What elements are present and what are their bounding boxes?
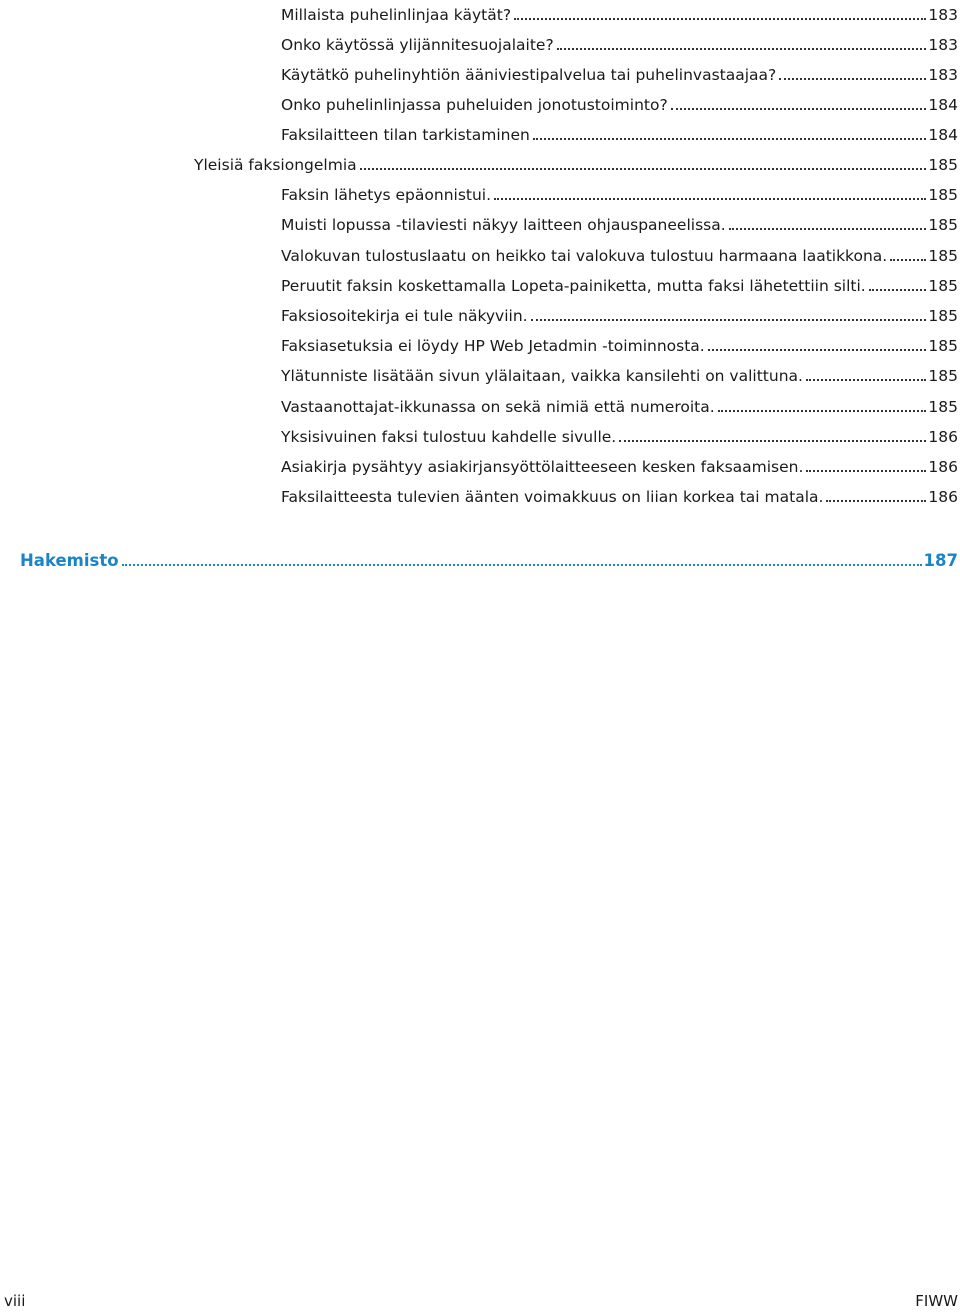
toc-index-entry[interactable] bbox=[20, 546, 958, 570]
toc-entry[interactable] bbox=[281, 180, 958, 204]
toc-entry[interactable] bbox=[281, 452, 958, 476]
toc-entry[interactable] bbox=[281, 331, 958, 355]
dot-leader bbox=[531, 319, 926, 321]
toc-entry-page: 183 bbox=[928, 36, 958, 54]
toc-entry[interactable] bbox=[281, 392, 958, 416]
toc-entry[interactable] bbox=[281, 30, 958, 54]
toc-entry-page: 185 bbox=[928, 216, 958, 234]
toc-entry-title: Faksiosoitekirja ei tule näkyviin. bbox=[281, 307, 528, 325]
toc-entry-page: 185 bbox=[928, 156, 958, 174]
toc-entry-page: 186 bbox=[928, 488, 958, 506]
dot-leader bbox=[533, 138, 926, 140]
dot-leader bbox=[494, 198, 926, 200]
toc-entry-page: 185 bbox=[928, 337, 958, 355]
toc-entry-title: Asiakirja pysähtyy asiakirjansyöttölaitteeseen kesken faksaamisen. bbox=[281, 458, 804, 476]
dot-leader bbox=[806, 470, 926, 472]
toc-entry-page: 184 bbox=[928, 126, 958, 144]
toc-entry-title: Valokuvan tulostuslaatu on heikko tai valokuva tulostuu harmaana laatikkona. bbox=[281, 247, 888, 265]
toc-index-title: Hakemisto bbox=[20, 551, 119, 570]
toc-entry-title: Peruutit faksin koskettamalla Lopeta-painiketta, mutta faksi lähetettiin silti. bbox=[281, 277, 866, 295]
toc-entry-page: 185 bbox=[928, 367, 958, 385]
toc-entry[interactable] bbox=[281, 60, 958, 84]
dot-leader bbox=[514, 18, 926, 20]
toc-entry-page: 183 bbox=[928, 66, 958, 84]
dot-leader bbox=[779, 78, 926, 80]
dot-leader bbox=[708, 349, 926, 351]
toc-entry-title: Faksilaitteesta tulevien äänten voimakkuus on liian korkea tai matala. bbox=[281, 488, 824, 506]
toc-section-entry[interactable] bbox=[194, 150, 958, 174]
toc-entry[interactable] bbox=[281, 422, 958, 446]
toc-entry-title: Millaista puhelinlinjaa käytät? bbox=[281, 6, 512, 24]
toc-entry[interactable] bbox=[281, 0, 958, 24]
toc-entry-title: Onko puhelinlinjassa puheluiden jonotustoiminto? bbox=[281, 96, 668, 114]
toc-entry-title: Faksin lähetys epäonnistui. bbox=[281, 186, 492, 204]
dot-leader bbox=[557, 48, 926, 50]
dot-leader bbox=[718, 410, 926, 412]
toc-entry-title: Yleisiä faksiongelmia bbox=[194, 156, 357, 174]
dot-leader bbox=[806, 379, 926, 381]
toc-entry-title: Vastaanottajat-ikkunassa on sekä nimiä että numeroita. bbox=[281, 398, 715, 416]
toc-entry[interactable] bbox=[281, 90, 958, 114]
toc-entry[interactable] bbox=[281, 271, 958, 295]
toc-entry[interactable] bbox=[281, 301, 958, 325]
toc-entry-page: 183 bbox=[928, 6, 958, 24]
footer-label: FIWW bbox=[915, 1292, 958, 1310]
dot-leader bbox=[122, 564, 922, 566]
toc-entry[interactable] bbox=[281, 482, 958, 506]
footer-page-number: viii bbox=[4, 1292, 26, 1310]
dot-leader bbox=[671, 108, 926, 110]
toc-entry-page: 184 bbox=[928, 96, 958, 114]
toc-entry[interactable] bbox=[281, 210, 958, 234]
dot-leader bbox=[360, 168, 926, 170]
toc-entry-title: Faksilaitteen tilan tarkistaminen bbox=[281, 126, 530, 144]
toc-entry-title: Faksiasetuksia ei löydy HP Web Jetadmin -toiminnosta. bbox=[281, 337, 705, 355]
toc-entry-page: 186 bbox=[928, 458, 958, 476]
toc-entry-title: Ylätunniste lisätään sivun ylälaitaan, vaikka kansilehti on valittuna. bbox=[281, 367, 803, 385]
toc-index-page: 187 bbox=[923, 551, 958, 570]
dot-leader bbox=[729, 228, 926, 230]
toc-entry-title: Onko käytössä ylijännitesuojalaite? bbox=[281, 36, 554, 54]
toc-entry-title: Yksisivuinen faksi tulostuu kahdelle sivulle. bbox=[281, 428, 617, 446]
dot-leader bbox=[826, 500, 926, 502]
toc-entry-page: 185 bbox=[928, 277, 958, 295]
dot-leader bbox=[869, 289, 926, 291]
toc-entry-page: 186 bbox=[928, 428, 958, 446]
toc-entry[interactable] bbox=[281, 361, 958, 385]
toc-entry-page: 185 bbox=[928, 247, 958, 265]
toc-entry-page: 185 bbox=[928, 398, 958, 416]
toc-entry[interactable] bbox=[281, 120, 958, 144]
dot-leader bbox=[890, 259, 926, 261]
dot-leader bbox=[619, 440, 926, 442]
toc-entry-page: 185 bbox=[928, 186, 958, 204]
toc-entry[interactable] bbox=[281, 241, 958, 265]
toc-entry-page: 185 bbox=[928, 307, 958, 325]
toc-entry-title: Käytätkö puhelinyhtiön ääniviestipalvelua tai puhelinvastaajaa? bbox=[281, 66, 777, 84]
toc-entry-title: Muisti lopussa -tilaviesti näkyy laitteen ohjauspaneelissa. bbox=[281, 216, 726, 234]
